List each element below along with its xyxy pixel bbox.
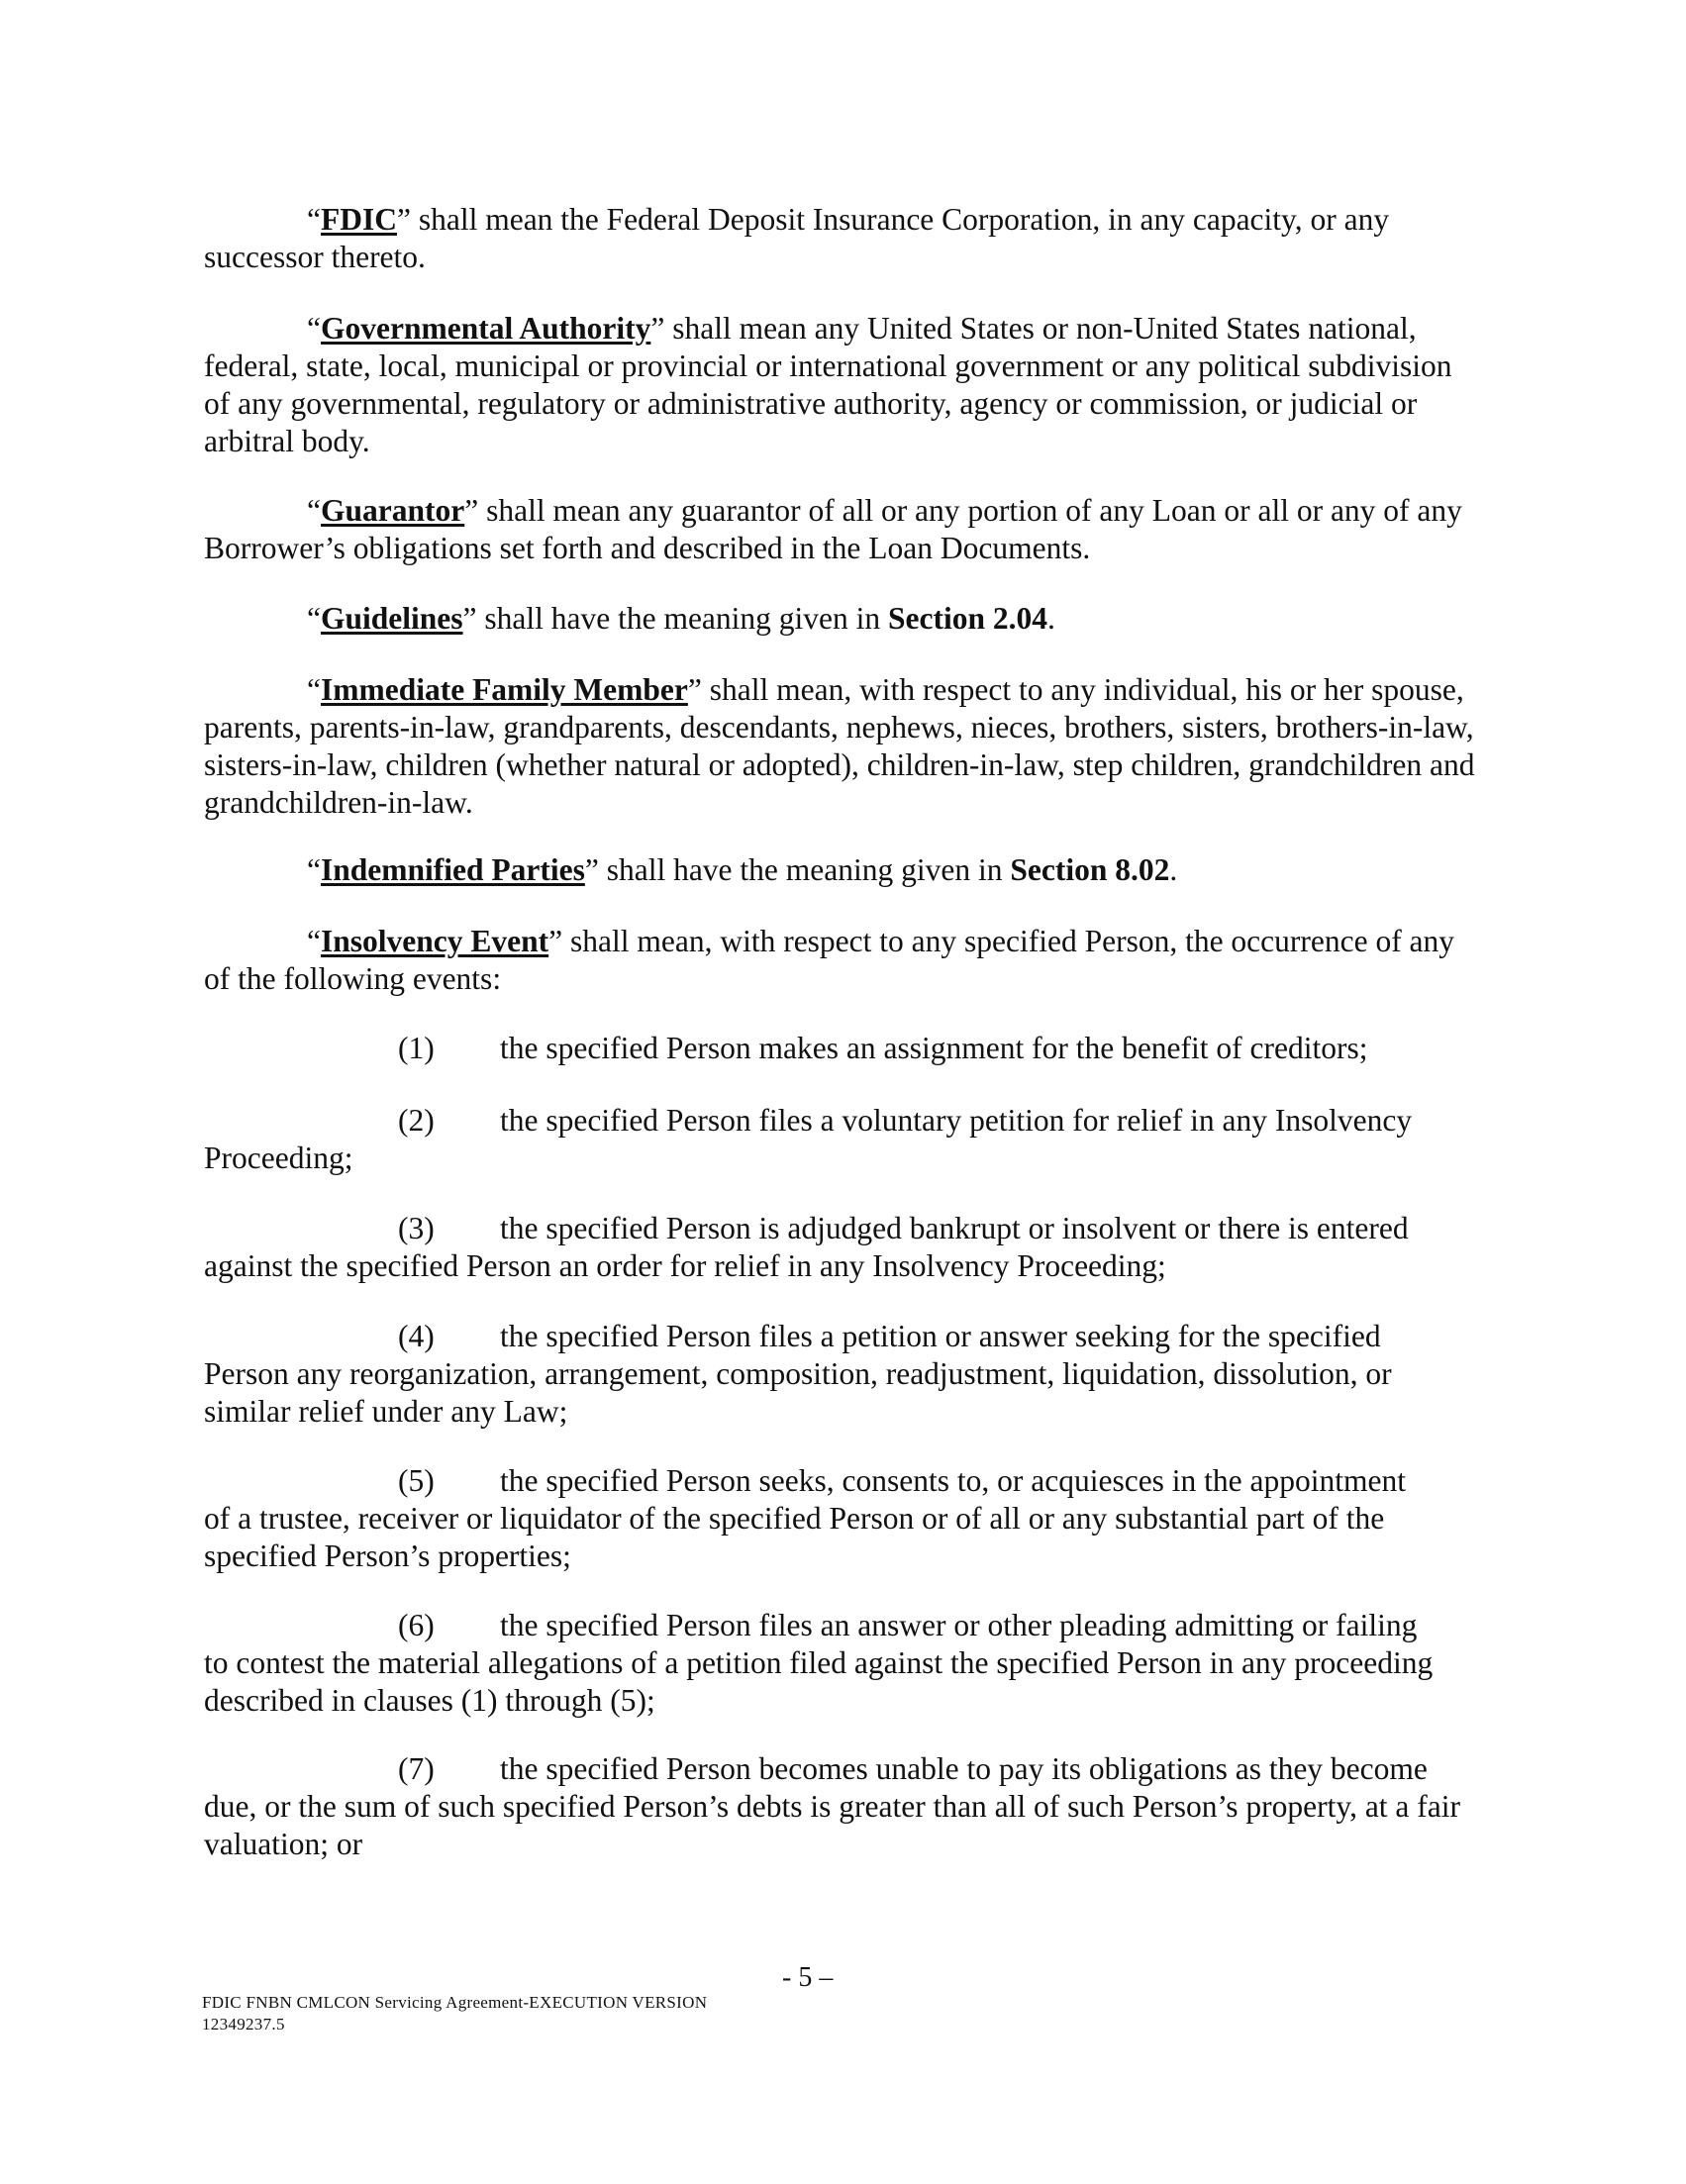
clause-text: the specified Person seeks, consents to, or acquiesces in the appointment: [500, 1463, 1407, 1498]
defined-term: FDIC: [320, 202, 397, 237]
defined-term: Indemnified Parties: [320, 852, 585, 887]
clause-2: [204, 1102, 1481, 1177]
clause-number: (1): [398, 1031, 435, 1065]
clause-6: [204, 1607, 1481, 1720]
clause-text: the specified Person files a voluntary petition for relief in any Insolvency: [500, 1103, 1413, 1138]
clause-continuation: of a trustee, receiver or liquidator of the specified Person or of all or any substantial part of the specified Person’s properties;: [204, 1501, 1385, 1573]
definition-immediate-family-member: “Immediate Family Member” shall mean, with respect to any individual, his or her spouse, parents, parents-in-law, grandparents, descendants, nephews, nieces, brothers, sisters, brothers-in-law, sisters-in-law, children (whether natural or adopted), children-in-law, step children, grandchildren and grandchildren-in-law.: [204, 672, 1475, 820]
clause-number: (2): [398, 1103, 435, 1138]
defined-term: Guidelines: [320, 601, 463, 636]
clause-continuation: due, or the sum of such specified Person’s debts is greater than all of such Person’s property, at a fair valuation; or: [204, 1789, 1460, 1861]
clause-continuation: to contest the material allegations of a petition filed against the specified Person in any proceeding described in clauses (1) through (5);: [204, 1645, 1434, 1718]
footer: [202, 1992, 707, 2035]
clause-number: (5): [398, 1463, 435, 1498]
footer-document-id: 12349237.5: [202, 2015, 285, 2034]
defined-term: Insolvency Event: [320, 924, 549, 958]
defined-term: Immediate Family Member: [320, 672, 688, 707]
clause-7: [204, 1750, 1481, 1863]
footer-document-title: FDIC FNBN CMLCON Servicing Agreement-EXECUTION VERSION: [202, 1993, 708, 2012]
clause-text: the specified Person files an answer or other pleading admitting or failing: [500, 1608, 1418, 1642]
definition-governmental-authority: “Governmental Authority” shall mean any United States or non-United States national, federal, state, local, municipal or provincial or international government or any political subdivision of any governmental, regulatory or administrative authority, agency or commission, or judicial or arbitral body.: [204, 311, 1452, 458]
clause-text: the specified Person files a petition or answer seeking for the specified: [500, 1319, 1381, 1353]
clause-continuation: Person any reorganization, arrangement, composition, readjustment, liquidation, dissolution, or similar relief under any Law;: [204, 1356, 1392, 1429]
clause-number: (7): [398, 1751, 435, 1786]
clause-3: [204, 1210, 1481, 1285]
clause-text: the specified Person becomes unable to pay its obligations as they become: [500, 1751, 1428, 1786]
clause-text: the specified Person is adjudged bankrupt or insolvent or there is entered: [500, 1211, 1409, 1245]
definition-insolvency-event: “Insolvency Event” shall mean, with respect to any specified Person, the occurrence of any of the following events:: [204, 924, 1455, 996]
clause-continuation: Proceeding;: [204, 1141, 353, 1175]
section-reference: Section 8.02: [1010, 852, 1170, 887]
clause-text: the specified Person makes an assignment for the benefit of creditors;: [500, 1031, 1368, 1065]
clause-number: (4): [398, 1319, 435, 1353]
clause-4: [204, 1318, 1481, 1431]
defined-term: Guarantor: [320, 493, 465, 528]
clause-number: (6): [398, 1608, 435, 1642]
clause-5: [204, 1462, 1481, 1575]
section-reference: Section 2.04: [888, 601, 1048, 636]
page-number: - 5 –: [782, 1962, 834, 1993]
definition-fdic: “FDIC” shall mean the Federal Deposit Insurance Corporation, in any capacity, or any successor thereto.: [204, 202, 1390, 274]
defined-term: Governmental Authority: [320, 311, 651, 346]
clause-number: (3): [398, 1211, 435, 1245]
clause-continuation: against the specified Person an order for relief in any Insolvency Proceeding;: [204, 1248, 1166, 1283]
definition-guarantor: “Guarantor” shall mean any guarantor of all or any portion of any Loan or all or any of any Borrower’s obligations set forth and described in the Loan Documents.: [204, 493, 1462, 565]
clause-1: [204, 1030, 1481, 1067]
definition-indemnified-parties: “Indemnified Parties” shall have the meaning given in Section 8.02.: [307, 852, 1178, 887]
definition-guidelines: “Guidelines” shall have the meaning given in Section 2.04.: [307, 601, 1055, 636]
